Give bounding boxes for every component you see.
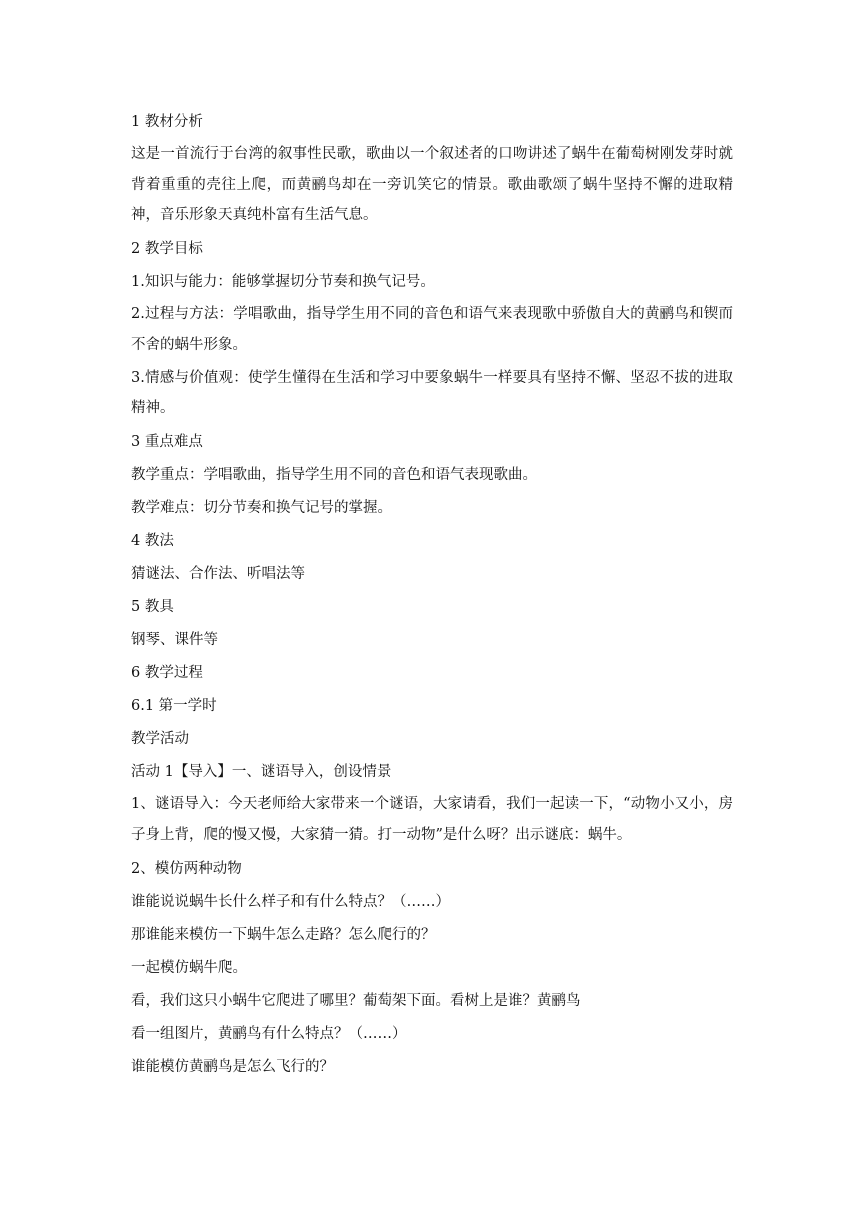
goal-knowledge: 1.知识与能力：能够掌握切分节奏和换气记号。 [131, 274, 435, 290]
section-heading-5: 5 教具 [131, 599, 174, 615]
teaching-tools: 钢琴、课件等 [131, 632, 218, 648]
question-snail-features: 谁能说说蜗牛长什么样子和有什么特点？（……） [131, 893, 450, 910]
oriole-pictures-line: 看一组图片，黄鹂鸟有什么特点？（……） [131, 1025, 407, 1042]
activity-1-title: 活动 1【导入】一、谜语导入，创设情景 [131, 764, 392, 780]
section-heading-1: 1 教材分析 [131, 114, 203, 130]
analysis-paragraph: 这是一首流行于台湾的叙事性民歌，歌曲以一个叙述者的口吻讲述了蜗牛在葡萄树刚发芽时就背着重重的壳往上爬，而黄鹂鸟却在一旁讥笑它的情景。歌曲歌颂了蜗牛坚持不懈的进取精神，音乐形象天真纯朴富有生活气息。 [131, 146, 733, 223]
key-point: 教学重点：学唱歌曲，指导学生用不同的音色和语气表现歌曲。 [131, 467, 537, 483]
section-heading-6: 6 教学过程 [131, 665, 203, 681]
teaching-methods: 猜谜法、合作法、听唱法等 [131, 566, 305, 582]
goal-process: 2.过程与方法：学唱歌曲，指导学生用不同的音色和语气来表现歌中骄傲自大的黄鹂鸟和锲而不舍的蜗牛形象。 [131, 306, 733, 353]
activities-heading: 教学活动 [131, 731, 189, 747]
section-heading-3: 3 重点难点 [131, 434, 203, 450]
oriole-flight-line: 谁能模仿黄鹂鸟是怎么飞行的？ [131, 1058, 334, 1075]
document-page [131, 106, 733, 1084]
riddle-intro-paragraph: 1、谜语导入：今天老师给大家带来一个谜语，大家请看，我们一起读一下，“动物小又小，房子身上背，爬的慢又慢，大家猜一猜。打一动物”是什么呀？出示谜底：蜗牛。 [131, 796, 733, 843]
section-heading-2: 2 教学目标 [131, 241, 203, 257]
goal-emotion: 3.情感与价值观：使学生懂得在生活和学习中要象蜗牛一样要具有坚持不懈、坚忍不拔的进取精神。 [131, 369, 733, 416]
section-heading-4: 4 教法 [131, 533, 174, 549]
subsection-heading-6-1: 6.1 第一学时 [131, 698, 217, 714]
imitate-animals-heading: 2、模仿两种动物 [131, 860, 242, 877]
imitate-snail: 一起模仿蜗牛爬。 [131, 959, 247, 976]
snail-location-line: 看，我们这只小蜗牛它爬进了哪里？葡萄架下面。看树上是谁？黄鹂鸟 [131, 992, 581, 1009]
question-snail-walk: 那谁能来模仿一下蜗牛怎么走路？怎么爬行的？ [131, 926, 436, 943]
difficult-point: 教学难点：切分节奏和换气记号的掌握。 [131, 500, 392, 516]
